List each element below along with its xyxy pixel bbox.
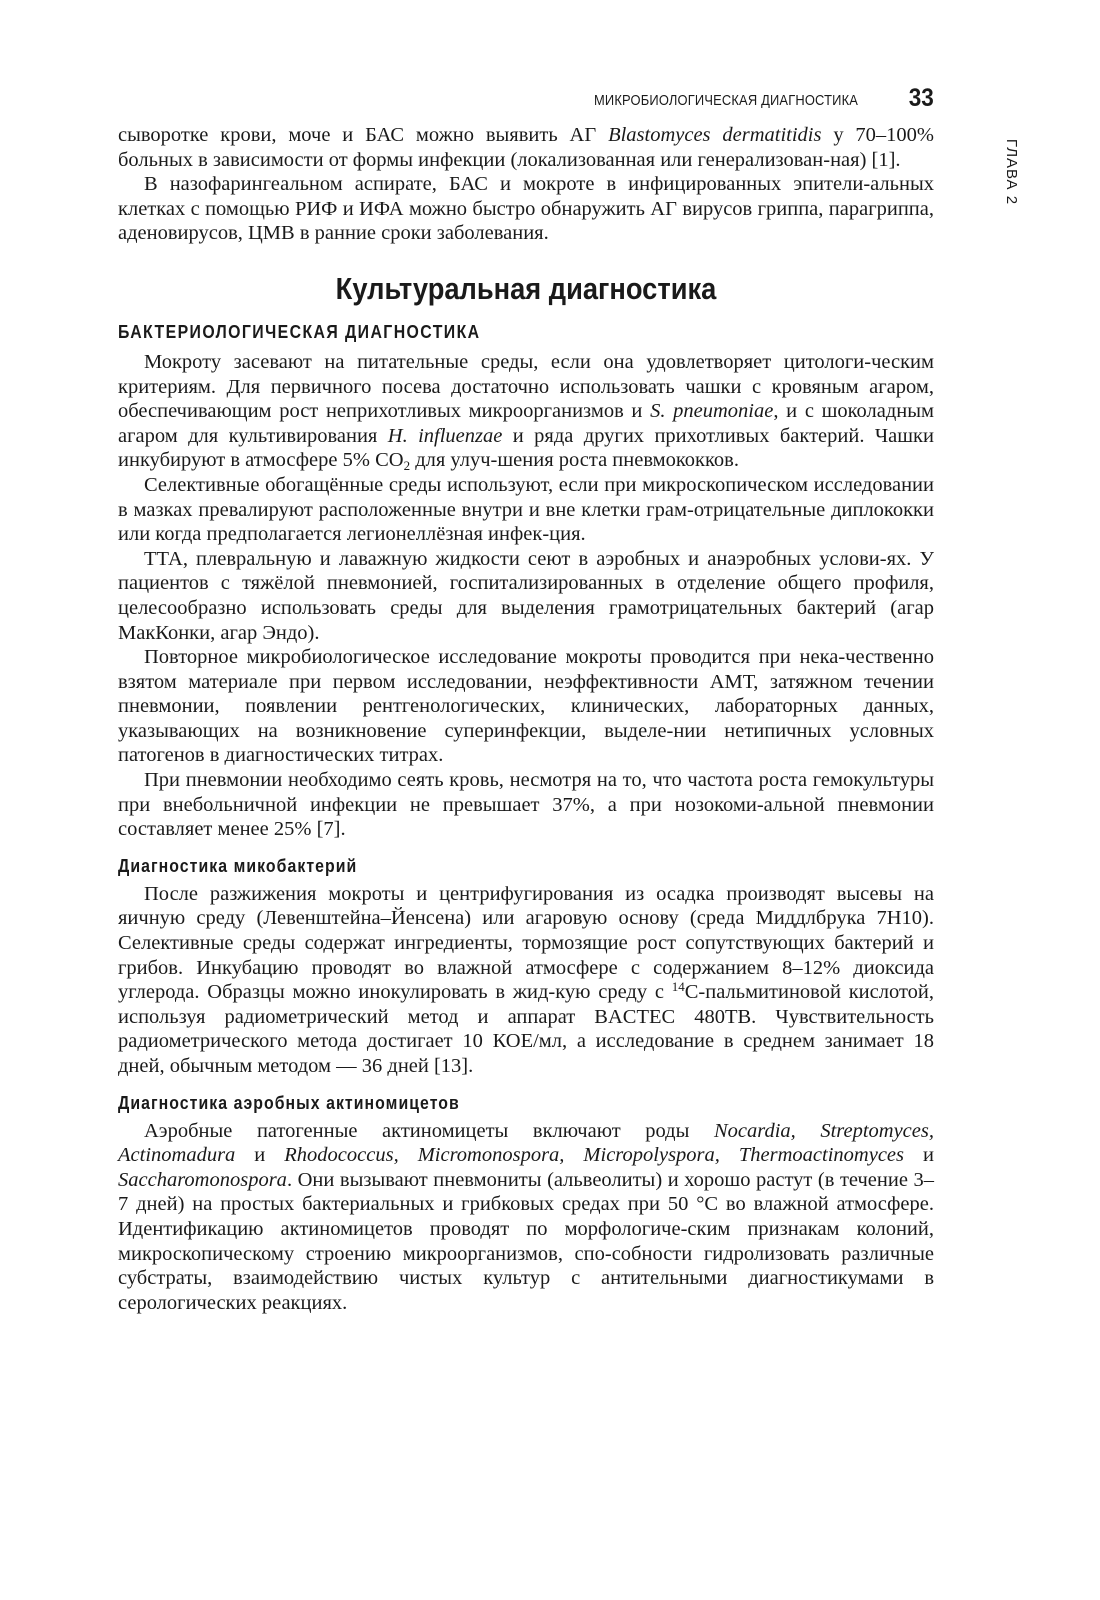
text-run: Аэробные патогенные актиномицеты включают роды [144,1119,714,1142]
text-run: сыворотке крови, моче и БАС можно выявить АГ [118,124,609,146]
page-number: 33 [908,84,934,112]
mycobacteria-section [118,854,934,1079]
subsection-title: Диагностика аэробных актиномицетов [118,1092,460,1113]
page-body [118,123,934,1315]
text-run: и [904,1144,934,1167]
text-run: После разжижения мокроты и центрифугирования из осадка производят высевы на яичную среду (Левенштейна–Йенсена) или агаровую основу (среда Миддлбрука 7H10). Селективные среды содержат ингредиенты, тормозящие рост сопутствующих бактерий и грибов. Инкубацию проводят во влажной атмосфере с содержанием 8–12% диоксида углерода. Образцы можно инокулировать в жид-кую среду с [118,882,934,1004]
text-run: . Они вызывают пневмониты (альвеолиты) и хорошо растут (в течение 3–7 дней) на простых бактериальных и грибковых средах при 50 °С во влажной атмосфере. Идентификацию актиномицетов проводят по морфологиче-ским признакам колоний, микроскопическому строению микроорганизмов, спо-собности гидролизовать различные субстраты, взаимодействию чистых культур с антительными диагностикумами в серологических реакциях. [118,1168,934,1314]
text-run: и ряда других прихотливых бактерий. Чашки инкубируют в атмосфере 5% CO [118,424,934,472]
paragraph [118,645,934,768]
text-run: Мокроту засевают на питательные среды, если она удовлетворяет цитологи-ческим критериям. Для первичного посева достаточно использовать чашки с кровяным агаром, обеспечивающим рост неприхотливых микроорганизмов и [118,350,934,423]
italic-term: Rhodococcus, Micromonospora, Micropolyspora, Thermoactinomyces [284,1144,904,1167]
text-run: и [235,1144,285,1167]
paragraph [118,123,934,172]
paragraph [118,172,934,246]
text-run: ТТА, плевральную и лаважную жидкости сеют в аэробных и анаэробных услови-ях. У пациентов с тяжёлой пневмонией, госпитализированных в отделение общего профиля, целесообразно использовать среды для выделения грамотрицательных бактерий (агар МакКонки, агар Эндо). [118,547,934,644]
text-run: В назофарингеальном аспирате, БАС и мокроте в инфицированных эпители-альных клетках с помощью РИФ и ИФА можно быстро обнаружить АГ вирусов гриппа, парагриппа, аденовирусов, ЦМВ в ранние сроки заболевания. [118,173,934,245]
text-run: , и с шоколадным агаром для культивирования [118,400,935,447]
text-run: у 70–100% больных в зависимости от формы инфекции (локализованная или генерализован-ная) [1]. [118,124,934,171]
culture-section [118,270,934,842]
intro-section [118,123,934,246]
superscript: 14 [671,979,685,995]
paragraph [118,350,934,473]
running-title: МИКРОБИОЛОГИЧЕСКАЯ ДИАГНОСТИКА [593,92,858,109]
paragraph [118,768,934,842]
subsection-title: БАКТЕРИОЛОГИЧЕСКАЯ ДИАГНОСТИКА [118,321,481,342]
italic-term: Saccharomonospora [118,1168,287,1191]
paragraph [118,547,934,645]
italic-term: S. pneumoniae [650,400,774,423]
text-run: С-пальмитиновой кислотой, используя радиометрический метод и аппарат BACTEC 480TB. Чувствительность радиометрического метода достигает 10 КОЕ/мл, а исследование в среднем занимает 18 дней, обычным методом — 36 дней [13]. [118,981,934,1077]
text-run: для улуч-шения роста пневмококков. [410,449,739,472]
section-title: Культуральная диагностика [335,270,717,306]
paragraph [118,1119,934,1316]
subsection-title: Диагностика микобактерий [118,855,358,876]
text-run: Повторное микробиологическое исследование мокроты проводится при нека-чественно взятом материале при первом исследовании, неэффективности АМТ, затяжном течении пневмонии, появлении рентгенологических, клинических, лабораторных данных, указывающих на возникновение суперинфекции, выделе-нии нетипичных условных патогенов в диагностических титрах. [118,646,934,767]
paragraph [118,882,934,1079]
italic-term: H. influenzae [387,424,503,447]
subscript: 2 [403,458,411,474]
text-run: При пневмонии необходимо сеять кровь, несмотря на то, что частота роста гемокультуры при внебольничной инфекции не превышает 37%, а при нозокоми-альной пневмонии составляет менее 25% [7]. [118,769,934,841]
text-run: Селективные обогащённые среды используют, если при микроскопическом исследовании в мазках превалируют расположенные внутри и вне клетки грам-отрицательные диплококки или когда предполагается легионеллёзная инфек-ция. [118,473,934,546]
actinomycetes-section [118,1091,934,1316]
chapter-side-tab: ГЛАВА 2 [1003,138,1020,206]
paragraph [118,473,934,547]
italic-term: Blastomyces dermatitidis [608,124,822,146]
running-header [560,86,934,118]
italic-term: Nocardia, Streptomyces, Actinomadura [118,1119,934,1167]
